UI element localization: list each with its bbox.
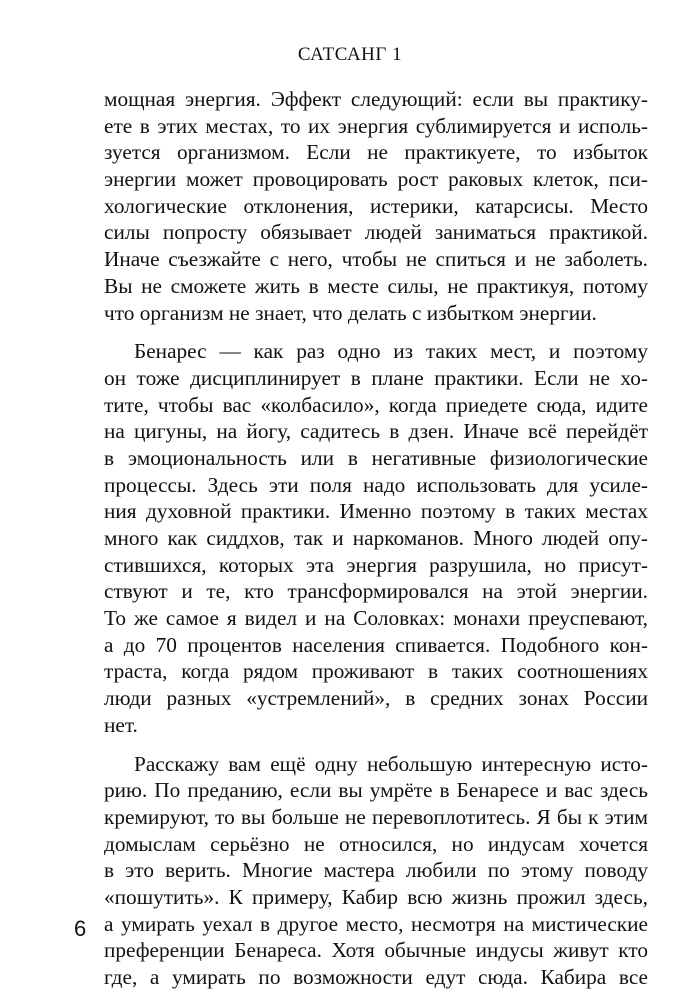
text-line: силы попросту обязывает людей заниматься практикой. (104, 220, 648, 245)
running-head: САТСАНГ 1 (297, 44, 403, 65)
text-line: преференции Бенареса. Хотя обычные индусы живут кто (104, 938, 648, 963)
paragraph (104, 751, 648, 991)
text-line: Вы не сможете жить в месте силы, не практикуя, потому (104, 273, 648, 298)
text-line: энергии может провоцировать рост раковых клеток, пси- (104, 167, 648, 192)
text-line: процессы. Здесь эти поля надо использовать для усиле- (104, 472, 648, 497)
text-line: стившихся, которых эта энергия разрушила, но присут- (104, 552, 648, 577)
text-line: кремируют, то вы больше не перевоплотитесь. Я бы к этим (104, 804, 648, 829)
text-line: тите, чтобы вас «колбасило», когда приедете сюда, идите (104, 392, 648, 417)
text-line: что организм не знает, что делать с избытком энергии. (104, 300, 597, 325)
body-text (104, 86, 648, 991)
text-line: «пошутить». К примеру, Кабир всю жизнь прожил здесь, (104, 884, 648, 909)
text-line: домыслам серьёзно не относился, но индусам хочется (104, 831, 648, 856)
text-line: ния духовной практики. Именно поэтому в таких местах (104, 499, 648, 524)
text-line: траста, когда рядом проживают в таких соотношениях (104, 659, 648, 684)
text-line: люди разных «устремлений», в средних зонах России (104, 686, 648, 711)
text-line: много как сиддхов, так и наркоманов. Много людей опу- (104, 526, 648, 550)
text-line: зуется организмом. Если не практикуете, то избыток (104, 140, 648, 165)
text-line: а умирать уехал в другое место, несмотря на мистические (104, 911, 648, 936)
text-line: нет. (104, 712, 138, 737)
text-line: То же самое я видел и на Соловках: монахи преуспевают, (104, 606, 648, 631)
text-line: а до 70 процентов населения спивается. Подобного кон- (104, 632, 648, 657)
text-line: ствуют и те, кто трансформировался на этой энергии. (104, 579, 648, 604)
text-line: ете в этих местах, то их энергия сублимируется и исполь- (104, 113, 648, 138)
text-line: на цигуны, на йогу, садитесь в дзен. Иначе всё перейдёт (104, 419, 648, 444)
paragraph (104, 86, 648, 326)
text-line: Расскажу вам ещё одну небольшую интересную исто- (134, 751, 648, 776)
text-line: мощная энергия. Эффект следующий: если вы практику- (104, 87, 648, 111)
paragraph (104, 338, 648, 738)
text-line: в эмоциональность или в негативные физиологические (104, 445, 648, 470)
paragraph-gap (104, 326, 648, 338)
text-line: хологические отклонения, истерики, катарсисы. Место (104, 193, 648, 218)
text-line: Иначе съезжайте с него, чтобы не спиться и не заболеть. (104, 247, 648, 272)
text-line: в это верить. Многие мастера любили по этому поводу (104, 858, 648, 883)
text-line: он тоже дисциплинирует в плане практики. Если не хо- (104, 365, 648, 390)
text-line: Бенарес — как раз одно из таких мест, и поэтому (134, 339, 648, 364)
page-number: 6 (74, 916, 87, 941)
text-line: рию. По преданию, если вы умрёте в Бенаресе и вас здесь (104, 778, 648, 803)
text-line: где, а умирать по возможности едут сюда. Кабира все (104, 965, 648, 989)
paragraph-gap (104, 739, 648, 751)
